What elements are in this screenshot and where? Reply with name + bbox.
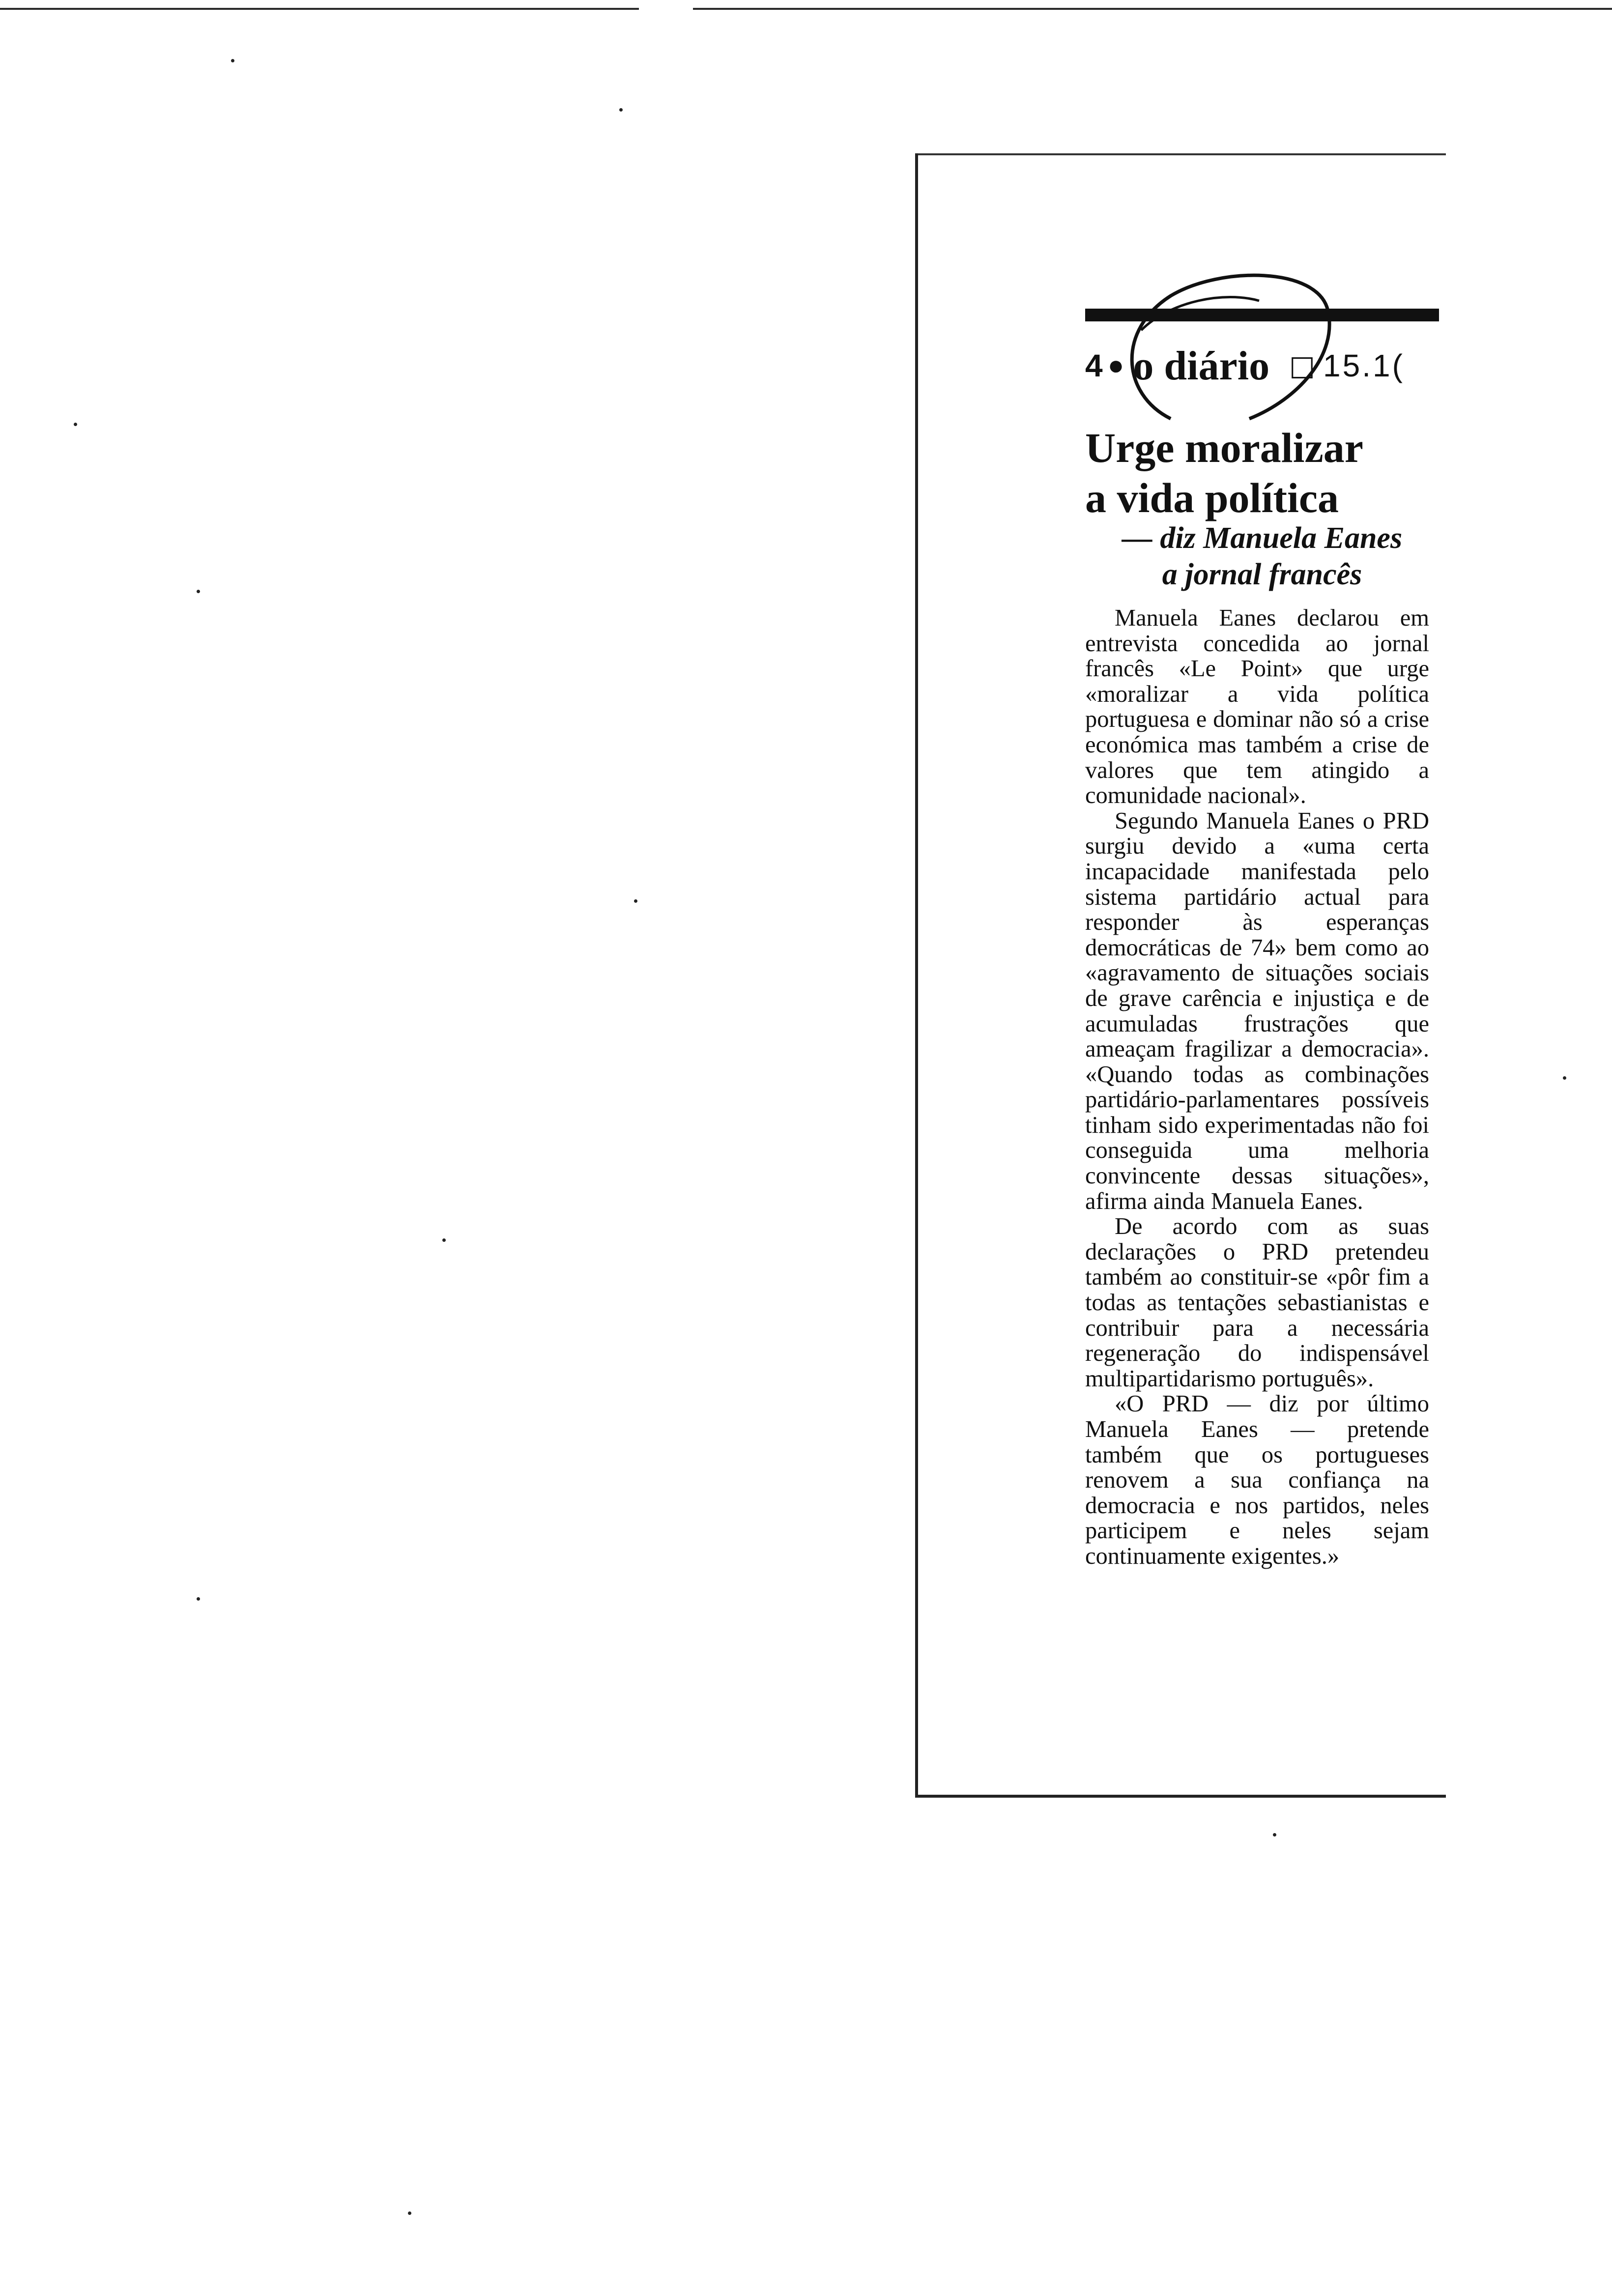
subheadline-line: — diz Manuela Eanes [1122, 521, 1403, 555]
page-number: 4 [1085, 348, 1103, 383]
scan-speck [408, 2211, 411, 2215]
clipping-bottom-edge [915, 1795, 1446, 1798]
newspaper-name: o diário [1133, 343, 1270, 389]
scan-speck [74, 423, 77, 426]
article-paragraph: De acordo com as suas declarações o PRD pretendeu também ao constituir-se «pôr fim a todas as tentações sebastianistas e contribuir para a necessária regeneração do indispensável multipartidarismo português». [1085, 1213, 1429, 1392]
article-paragraph: «O PRD — diz por último Manuela Eanes — pretende também que os portugueses renovem a sua confiança na democracia e nos partidos, neles participem e neles sejam continuamente exigentes.» [1085, 1391, 1429, 1569]
article-body [1085, 605, 1429, 1569]
headline-line: a vida política [1085, 474, 1339, 521]
scan-speck [442, 1238, 446, 1242]
newspaper-clipping [915, 153, 1446, 1800]
clipping-left-edge [915, 153, 918, 1795]
scan-speck [231, 59, 234, 62]
scan-speck [197, 1597, 200, 1601]
clipping-top-edge [915, 153, 1446, 155]
scan-speck [1273, 1833, 1276, 1837]
article-paragraph: Manuela Eanes declarou em entrevista concedida ao jornal francês «Le Point» que urge «moralizar a vida política portuguesa e dominar não só a crise económica mas também a crise de valores que tem atingido a comunidade nacional». [1085, 605, 1429, 809]
masthead [1085, 336, 1439, 395]
headline-line: Urge moralizar [1085, 424, 1363, 471]
scan-speck [619, 108, 623, 112]
bullet-icon: ● [1107, 350, 1124, 381]
article-paragraph: Segundo Manuela Eanes o PRD surgiu devido a «uma certa incapacidade manifestada pelo sistema partidário actual para responder às esperanças democráticas de 74» bem como ao «agravamento de situações sociais de grave carência e injustiça e de acumuladas frustrações que ameaçam fragilizar a democracia». «Quando todas as combinações partidário-parlamentares possíveis tinham sido experimentadas não foi conseguida uma melhoria convincente dessas situações», afirma ainda Manuela Eanes. [1085, 807, 1429, 1214]
scan-speck [197, 590, 200, 593]
subheadline [1085, 520, 1439, 593]
scan-speck [634, 899, 637, 903]
issue-date: 15.1( [1323, 348, 1405, 383]
subheadline-line: a jornal francês [1162, 558, 1362, 591]
scan-edge-line [693, 8, 1612, 10]
scan-speck [1563, 1076, 1566, 1080]
scan-edge-line [0, 8, 639, 10]
headline [1085, 423, 1439, 523]
masthead-rule [1085, 309, 1439, 321]
square-icon: □ [1289, 349, 1316, 382]
